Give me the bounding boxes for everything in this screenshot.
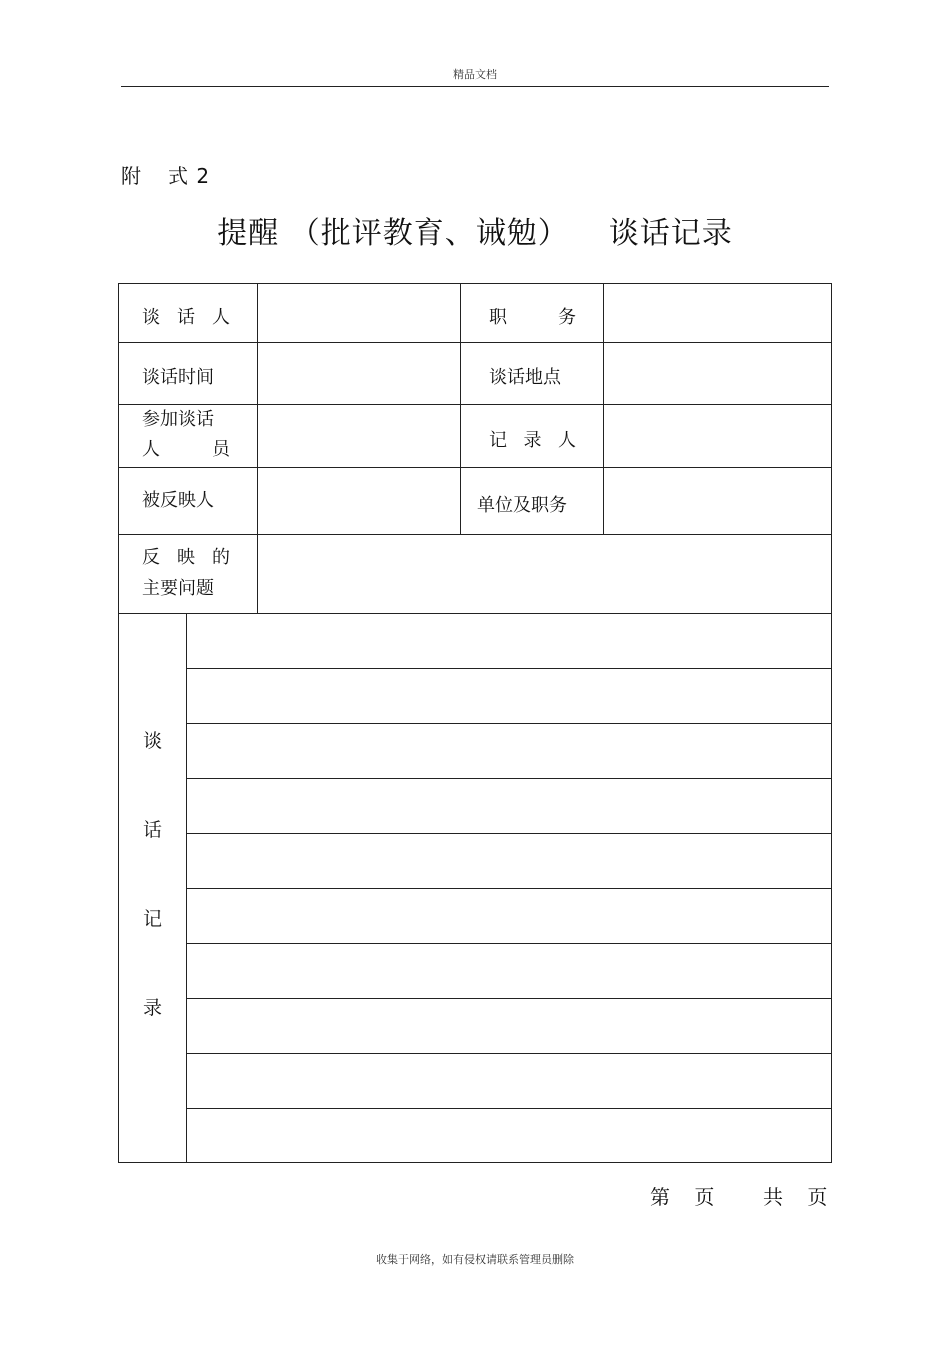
reported-person-label: 被反映人	[142, 490, 214, 511]
record-line	[187, 888, 832, 889]
page-total-label: 共 页	[763, 1185, 828, 1209]
record-line	[187, 778, 832, 779]
record-label-char: 录	[142, 997, 162, 1019]
participants-label-line1: 参加谈话	[142, 409, 214, 430]
title-suffix: 谈话记录	[608, 216, 733, 251]
record-line	[187, 1108, 832, 1109]
row-line	[118, 613, 832, 614]
table-border-top	[118, 283, 832, 284]
record-label-char: 记	[142, 908, 162, 930]
page-number-label: 第 页	[650, 1185, 715, 1209]
page-footer: 收集于网络，如有侵权请联系管理员删除	[376, 1253, 574, 1266]
title-main: 提醒 （批评教育、诫勉）	[217, 216, 569, 251]
row-line	[118, 534, 832, 535]
recorder-label: 记 录 人	[489, 430, 576, 451]
table-border-left	[118, 283, 119, 1163]
record-line	[187, 943, 832, 944]
talk-time-label: 谈话时间	[142, 367, 214, 388]
row-line	[118, 342, 832, 343]
record-line	[187, 723, 832, 724]
column-line	[257, 283, 258, 614]
record-line	[187, 833, 832, 834]
appendix-prefix: 附	[121, 164, 142, 188]
appendix-number: 式 2	[168, 164, 211, 188]
participants-label-line2: 人 员	[142, 439, 230, 460]
record-line	[187, 668, 832, 669]
interviewer-label: 谈 话 人	[142, 307, 230, 328]
row-line	[118, 404, 832, 405]
column-line	[603, 283, 604, 535]
issues-label-line2: 主要问题	[142, 578, 214, 599]
issues-label-line1: 反 映 的	[142, 547, 230, 568]
column-line	[460, 283, 461, 535]
row-line	[118, 467, 832, 468]
record-line	[187, 998, 832, 999]
talk-place-label: 谈话地点	[489, 367, 561, 388]
record-label-char: 谈	[142, 730, 162, 752]
table-border-bottom	[118, 1162, 832, 1163]
record-form-table	[118, 283, 832, 1163]
document-title	[0, 208, 950, 252]
appendix-label	[121, 160, 210, 189]
unit-position-label: 单位及职务	[477, 495, 567, 516]
record-line	[187, 1053, 832, 1054]
page-header: 精品文档	[453, 68, 497, 81]
position-label: 职 务	[489, 307, 576, 328]
header-rule	[121, 86, 829, 87]
record-label-char: 话	[142, 819, 162, 841]
